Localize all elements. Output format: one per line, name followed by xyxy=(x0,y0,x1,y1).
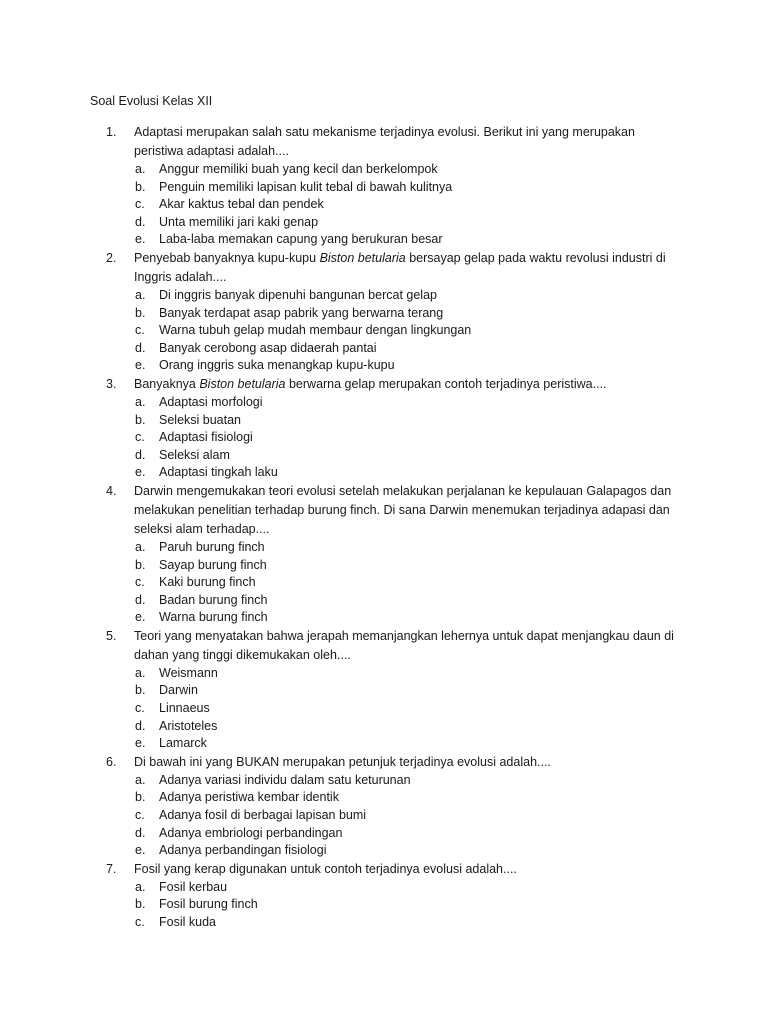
option-text: Anggur memiliki buah yang kecil dan berkelompok xyxy=(159,162,438,176)
option-text: Warna burung finch xyxy=(159,610,268,625)
question-text-part: berwarna gelap merupakan contoh terjadinya peristiwa.... xyxy=(285,376,607,391)
option-text: Penguin memiliki lapisan kulit tebal di bawah kulitnya xyxy=(159,179,453,194)
question-row xyxy=(0,249,768,287)
question-text-part: Banyaknya xyxy=(134,376,200,391)
question-text xyxy=(134,753,679,772)
question-text xyxy=(134,482,679,539)
option-letter: e. xyxy=(135,465,146,480)
option-list xyxy=(0,879,768,932)
question-number: 7. xyxy=(106,861,117,876)
option-letter: c. xyxy=(135,575,145,590)
answer-option xyxy=(0,789,768,807)
question-row xyxy=(0,375,768,394)
answer-option xyxy=(0,879,768,897)
answer-option xyxy=(0,914,768,932)
question-text xyxy=(134,375,679,394)
option-text: Darwin xyxy=(159,683,198,698)
option-text: Adaptasi fisiologi xyxy=(159,430,253,445)
option-text: Banyak cerobong asap didaerah pantai xyxy=(159,340,377,355)
answer-option xyxy=(0,825,768,843)
answer-option xyxy=(0,196,768,214)
answer-option xyxy=(0,161,768,179)
question-item xyxy=(0,482,768,627)
option-text: Aristoteles xyxy=(159,718,218,733)
option-letter: b. xyxy=(135,790,146,805)
answer-option xyxy=(0,772,768,790)
option-text: Fosil kerbau xyxy=(159,879,228,894)
option-letter: a. xyxy=(135,394,146,409)
option-letter: a. xyxy=(135,539,146,554)
option-text: Banyak terdapat asap pabrik yang berwarna terang xyxy=(159,305,444,320)
option-letter: b. xyxy=(135,179,146,194)
answer-option xyxy=(0,700,768,718)
answer-option xyxy=(0,896,768,914)
option-text: Seleksi alam xyxy=(159,447,230,462)
question-item xyxy=(0,249,768,375)
option-letter: a. xyxy=(135,162,146,176)
answer-option xyxy=(0,340,768,358)
question-row xyxy=(0,482,768,539)
option-letter: a. xyxy=(135,772,146,787)
answer-option xyxy=(0,592,768,610)
answer-option xyxy=(0,214,768,232)
option-letter: a. xyxy=(135,879,146,894)
answer-option xyxy=(0,394,768,412)
option-text: Linnaeus xyxy=(159,701,210,716)
answer-option xyxy=(0,231,768,249)
species-name: Biston betularia xyxy=(319,250,406,265)
option-letter: b. xyxy=(135,683,146,698)
answer-option xyxy=(0,539,768,557)
question-number: 5. xyxy=(106,628,117,643)
question-text-part: Di bawah ini yang BUKAN merupakan petunjuk terjadinya evolusi adalah.... xyxy=(134,754,551,769)
option-letter: e. xyxy=(135,232,146,247)
option-letter: c. xyxy=(135,808,145,823)
option-text: Adanya peristiwa kembar identik xyxy=(159,790,339,805)
option-letter: d. xyxy=(135,825,146,840)
option-text: Adanya variasi individu dalam satu keturunan xyxy=(159,772,411,787)
answer-option xyxy=(0,447,768,465)
answer-option xyxy=(0,665,768,683)
question-number: 4. xyxy=(106,483,117,498)
question-item xyxy=(0,627,768,753)
option-list xyxy=(0,665,768,753)
question-row xyxy=(0,753,768,772)
option-text: Adanya embriologi perbandingan xyxy=(159,825,343,840)
question-number: 3. xyxy=(106,376,117,391)
option-letter: c. xyxy=(135,323,145,338)
option-letter: d. xyxy=(135,214,146,229)
question-text-part: bersayap gelap pada waktu revolusi industri di Inggris adalah.... xyxy=(134,250,666,284)
option-text: Adanya perbandingan fisiologi xyxy=(159,843,327,858)
option-letter: a. xyxy=(135,287,146,302)
option-letter: e. xyxy=(135,736,146,751)
option-letter: e. xyxy=(135,610,146,625)
answer-option xyxy=(0,557,768,575)
option-text: Unta memiliki jari kaki genap xyxy=(159,214,319,229)
question-number: 2. xyxy=(106,250,117,265)
answer-option xyxy=(0,682,768,700)
option-text: Kaki burung finch xyxy=(159,575,256,590)
option-letter: b. xyxy=(135,412,146,427)
option-list xyxy=(0,394,768,482)
option-letter: e. xyxy=(135,358,146,373)
document-title: Soal Evolusi Kelas XII xyxy=(90,94,213,108)
answer-option xyxy=(0,179,768,197)
answer-option xyxy=(0,464,768,482)
option-text: Adaptasi morfologi xyxy=(159,394,263,409)
question-list xyxy=(0,123,768,932)
question-text-part: Fosil yang kerap digunakan untuk contoh terjadinya evolusi adalah.... xyxy=(134,861,517,876)
option-text: Badan burung finch xyxy=(159,592,268,607)
question-row xyxy=(0,123,768,161)
answer-option xyxy=(0,807,768,825)
answer-option xyxy=(0,429,768,447)
question-text xyxy=(134,627,679,665)
option-text: Fosil burung finch xyxy=(159,897,258,912)
option-text: Weismann xyxy=(159,665,218,680)
option-list xyxy=(0,772,768,860)
option-text: Lamarck xyxy=(159,736,207,751)
answer-option xyxy=(0,718,768,736)
option-letter: b. xyxy=(135,557,146,572)
question-text xyxy=(134,123,679,161)
species-name: Biston betularia xyxy=(199,376,286,391)
option-text: Warna tubuh gelap mudah membaur dengan lingkungan xyxy=(159,323,472,338)
question-text-part: Penyebab banyaknya kupu-kupu xyxy=(134,250,320,265)
option-text: Adaptasi tingkah laku xyxy=(159,465,278,480)
option-letter: d. xyxy=(135,447,146,462)
option-letter: c. xyxy=(135,701,145,716)
answer-option xyxy=(0,609,768,627)
answer-option xyxy=(0,574,768,592)
option-letter: e. xyxy=(135,843,146,858)
option-letter: b. xyxy=(135,305,146,320)
answer-option xyxy=(0,305,768,323)
option-letter: c. xyxy=(135,915,145,929)
answer-option xyxy=(0,357,768,375)
question-text-part: Darwin mengemukakan teori evolusi setelah melakukan perjalanan ke kepulauan Galapagos dan melakukan penelitian terhadap burung finch. Di sana Darwin menemukan terjadinya adapasi dan seleksi alam terhadap.... xyxy=(134,483,672,536)
question-row xyxy=(0,627,768,665)
question-text xyxy=(134,249,679,287)
option-text: Akar kaktus tebal dan pendek xyxy=(159,197,324,212)
option-letter: a. xyxy=(135,665,146,680)
question-item xyxy=(0,860,768,932)
question-text-part: Adaptasi merupakan salah satu mekanisme terjadinya evolusi. Berikut ini yang merupakan peristiwa adaptasi adalah.... xyxy=(134,125,635,158)
option-text: Paruh burung finch xyxy=(159,539,265,554)
answer-option xyxy=(0,842,768,860)
answer-option xyxy=(0,735,768,753)
option-list xyxy=(0,161,768,249)
question-number: 1. xyxy=(106,125,117,139)
option-text: Orang inggris suka menangkap kupu-kupu xyxy=(159,358,395,373)
question-text xyxy=(134,860,679,879)
question-row xyxy=(0,860,768,879)
option-letter: c. xyxy=(135,430,145,445)
option-list xyxy=(0,539,768,627)
option-text: Sayap burung finch xyxy=(159,557,267,572)
answer-option xyxy=(0,287,768,305)
option-text: Fosil kuda xyxy=(159,915,216,929)
option-letter: d. xyxy=(135,592,146,607)
option-letter: d. xyxy=(135,340,146,355)
option-letter: d. xyxy=(135,718,146,733)
answer-option xyxy=(0,412,768,430)
option-text: Adanya fosil di berbagai lapisan bumi xyxy=(159,808,367,823)
question-item xyxy=(0,753,768,860)
option-text: Seleksi buatan xyxy=(159,412,242,427)
option-text: Laba-laba memakan capung yang berukuran besar xyxy=(159,232,443,247)
option-letter: b. xyxy=(135,897,146,912)
question-text-part: Teori yang menyatakan bahwa jerapah memanjangkan lehernya untuk dapat menjangkau daun di dahan yang tinggi dikemukakan oleh.... xyxy=(134,628,674,662)
answer-option xyxy=(0,322,768,340)
question-item xyxy=(0,123,768,249)
question-number: 6. xyxy=(106,754,117,769)
option-text: Di inggris banyak dipenuhi bangunan bercat gelap xyxy=(159,287,437,302)
option-list xyxy=(0,287,768,375)
question-item xyxy=(0,375,768,482)
option-letter: c. xyxy=(135,197,145,212)
